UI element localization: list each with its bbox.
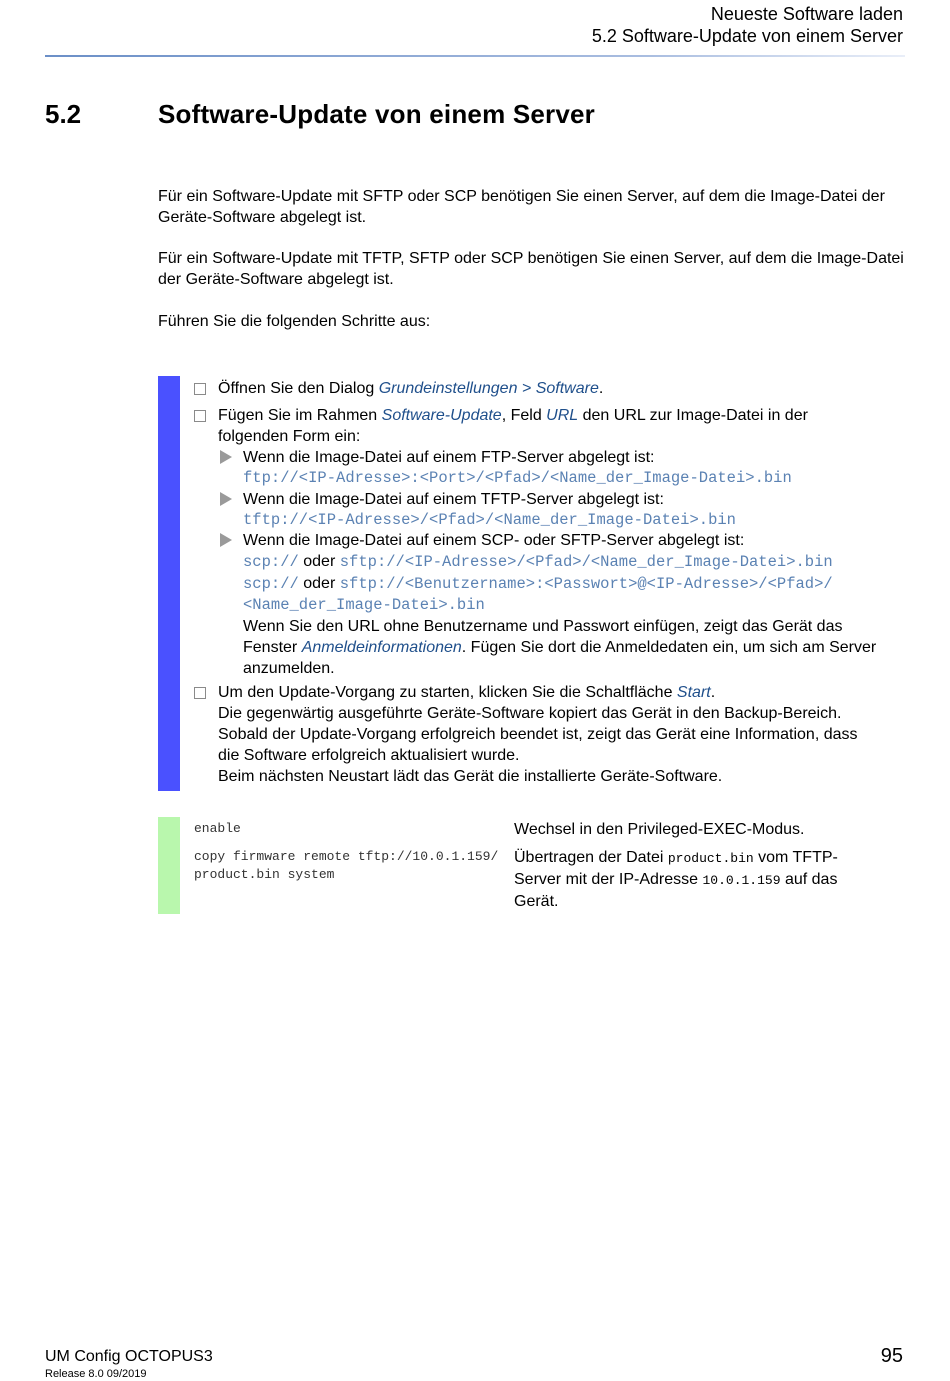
checkbox-icon <box>194 383 206 395</box>
ftp-url-syntax: ftp://<IP-Adresse>:<Port>/<Pfad>/<Name_der_Image-Datei>.bin <box>243 469 792 487</box>
intro-paragraph-1: Für ein Software-Update mit SFTP oder SCP benötigen Sie einen Server, auf dem die Image-Datei der Geräte-Software abgelegt ist. <box>158 188 885 226</box>
running-header-chapter: Neueste Software laden <box>710 4 903 24</box>
scp-prefix: scp:// <box>243 553 299 571</box>
file-name: product.bin <box>667 851 754 866</box>
gui-frame: Software-Update <box>381 407 502 424</box>
footer-release: Release 8.0 09/2019 <box>45 1368 147 1380</box>
step-2-line-2: folgenden Form ein: <box>218 428 361 445</box>
scp-prefix: scp:// <box>243 575 299 593</box>
step-3-line-5: Beim nächsten Neustart lädt das Gerät die installierte Geräte-Software. <box>218 768 723 785</box>
step-2-post: den URL zur Image-Datei in der <box>578 407 808 424</box>
or-word: oder <box>298 553 340 570</box>
step-2-text: Fügen Sie im Rahmen <box>218 407 382 424</box>
cli-desc-2-line-2-post: auf das <box>780 871 838 888</box>
scp-note-1: Wenn Sie den URL ohne Benutzername und Passwort einfügen, zeigt das Gerät das <box>243 618 843 635</box>
cli-desc-2-mid: vom TFTP- <box>753 849 838 866</box>
cli-desc-2-line-3: Gerät. <box>514 893 559 910</box>
step-3-line-4: die Software erfolgreich aktualisiert wurde. <box>218 747 520 764</box>
cli-command-2 <box>194 848 498 884</box>
step-3-text: Um den Update-Vorgang zu starten, klicken Sie die Schaltfläche <box>218 684 677 701</box>
scp-note-2: Fenster <box>243 639 302 656</box>
step-3-line-2: Die gegenwärtig ausgeführte Geräte-Software kopiert das Gerät in den Backup-Bereich. <box>218 705 842 722</box>
step-3-line-3: Sobald der Update-Vorgang erfolgreich beendet ist, zeigt das Gerät eine Information, dass <box>218 726 858 743</box>
intro-paragraph-3: Führen Sie die folgenden Schritte aus: <box>158 313 431 330</box>
page-number: 95 <box>880 1345 903 1367</box>
ip-address: 10.0.1.159 <box>702 873 781 888</box>
section-title: Software-Update von einem Server <box>158 99 595 129</box>
section-number: 5.2 <box>45 99 82 129</box>
cli-desc-2 <box>514 847 909 912</box>
intro-paragraph-2: Für ein Software-Update mit TFTP, SFTP oder SCP benötigen Sie einen Server, auf dem die Image-Datei der Geräte-Software abgelegt ist. <box>158 250 904 288</box>
sftp-auth-url-cont: <Name_der_Image-Datei>.bin <box>243 596 485 614</box>
sftp-auth-url-syntax: sftp://<Benutzername>:<Passwort>@<IP-Adresse>/<Pfad>/ <box>339 575 833 593</box>
step-1-text: Öffnen Sie den Dialog <box>218 380 379 397</box>
step-3-end: . <box>710 684 716 701</box>
cli-command-2-line-2: product.bin system <box>194 867 335 882</box>
sub-tftp-text: Wenn die Image-Datei auf einem TFTP-Server abgelegt ist: <box>243 491 664 508</box>
cli-desc-2-text: Übertragen der Datei <box>514 849 668 866</box>
scp-note-2-post: . Fügen Sie dort die Anmeldedaten ein, um sich am Server <box>461 639 877 656</box>
sub-scp-text: Wenn die Image-Datei auf einem SCP- oder SFTP-Server abgelegt ist: <box>243 532 745 549</box>
triangle-bullet-icon <box>220 533 232 547</box>
triangle-bullet-icon <box>220 492 232 506</box>
checkbox-icon <box>194 410 206 422</box>
running-header-section: 5.2 Software-Update von einem Server <box>591 26 903 46</box>
cli-desc-1: Wechsel in den Privileged-EXEC-Modus. <box>514 821 805 838</box>
gui-path: Grundeinstellungen > Software <box>378 380 599 397</box>
tftp-url-syntax: tftp://<IP-Adresse>/<Pfad>/<Name_der_Image-Datei>.bin <box>243 511 736 529</box>
step-2-mid: , Feld <box>501 407 547 424</box>
checkbox-icon <box>194 687 206 699</box>
cli-command-1: enable <box>194 821 241 836</box>
step-1-end: . <box>598 380 604 397</box>
cli-desc-2-line-2: Server mit der IP-Adresse <box>514 871 703 888</box>
header-rule <box>45 55 905 57</box>
or-word: oder <box>298 575 340 592</box>
sub-ftp-text: Wenn die Image-Datei auf einem FTP-Server abgelegt ist: <box>243 449 655 466</box>
gui-window: Anmeldeinformationen <box>301 639 462 656</box>
gui-field: URL <box>546 407 579 424</box>
gui-button: Start <box>676 684 711 701</box>
sftp-url-syntax: sftp://<IP-Adresse>/<Pfad>/<Name_der_Image-Datei>.bin <box>339 553 833 571</box>
scp-note-3: anzumelden. <box>243 660 335 677</box>
cli-bar <box>158 817 180 914</box>
cli-command-2-line-1: copy firmware remote tftp://10.0.1.159/ <box>194 849 499 864</box>
instruction-bar <box>158 376 180 791</box>
footer-document-title: UM Config OCTOPUS3 <box>45 1348 213 1365</box>
triangle-bullet-icon <box>220 450 232 464</box>
